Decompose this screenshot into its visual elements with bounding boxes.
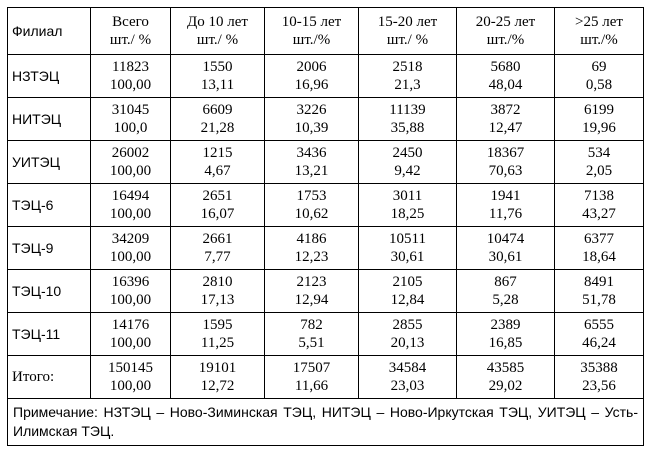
- count-value: 3872: [490, 102, 521, 118]
- count-value: 10474: [486, 231, 525, 247]
- cell-15-20: [359, 313, 457, 356]
- count-value: 34584: [388, 360, 427, 376]
- cell-20-25: [457, 227, 555, 270]
- cell-under-10: [171, 184, 265, 227]
- cell-total: [91, 55, 171, 98]
- percent-value: 100,0: [113, 120, 148, 136]
- table-row: [8, 227, 644, 270]
- header-total: Всего шт./ %: [91, 8, 171, 55]
- count-value: 3226: [296, 102, 327, 118]
- count-value: 6377: [584, 231, 614, 247]
- header-15-20: 15-20 лет шт./ %: [359, 8, 457, 55]
- cell-10-15: [265, 55, 359, 98]
- count-value: 10511: [389, 231, 426, 247]
- percent-value: 17,13: [200, 292, 235, 308]
- percent-value: 0,58: [585, 77, 613, 93]
- percent-value: 9,42: [394, 163, 421, 179]
- percent-value: 12,47: [488, 120, 523, 136]
- cell-under-10: [171, 356, 265, 399]
- count-value: 6609: [202, 102, 233, 118]
- percent-value: 100,00: [109, 163, 152, 179]
- table-row: [8, 313, 644, 356]
- count-value: 35388: [580, 360, 618, 376]
- percent-value: 100,00: [109, 77, 152, 93]
- percent-value: 4,67: [204, 163, 231, 179]
- branch-name: УИТЭЦ: [8, 141, 91, 184]
- count-value: 2105: [392, 274, 423, 290]
- cell-15-20: [359, 270, 457, 313]
- count-value: 26002: [111, 145, 150, 161]
- cell-over-25: [555, 356, 644, 399]
- count-value: 34209: [111, 231, 150, 247]
- count-value: 1595: [202, 317, 233, 333]
- percent-value: 51,78: [582, 292, 616, 308]
- count-value: 16494: [111, 188, 150, 204]
- percent-value: 12,72: [200, 378, 235, 394]
- percent-value: 23,03: [390, 378, 425, 394]
- cell-10-15: [265, 313, 359, 356]
- percent-value: 18,64: [582, 249, 616, 265]
- cell-total: [91, 313, 171, 356]
- percent-value: 48,04: [488, 77, 523, 93]
- percent-value: 16,85: [488, 335, 523, 351]
- percent-value: 35,88: [390, 120, 425, 136]
- branch-name: ТЭЦ-10: [8, 270, 91, 313]
- header-10-15: 10-15 лет шт./%: [265, 8, 359, 55]
- percent-value: 11,76: [488, 206, 523, 222]
- cell-10-15: [265, 356, 359, 399]
- percent-value: 11,25: [200, 335, 235, 351]
- count-value: 19101: [198, 360, 237, 376]
- cell-over-25: [555, 55, 644, 98]
- count-value: 11139: [389, 102, 426, 118]
- count-value: 6555: [584, 317, 614, 333]
- branch-name: ТЭЦ-11: [8, 313, 91, 356]
- count-value: 4186: [296, 231, 327, 247]
- percent-value: 10,39: [294, 120, 329, 136]
- cell-under-10: [171, 313, 265, 356]
- count-value: 2450: [392, 145, 423, 161]
- percent-value: 100,00: [109, 292, 152, 308]
- header-20-25: 20-25 лет шт./%: [457, 8, 555, 55]
- count-value: 11823: [112, 59, 149, 75]
- cell-20-25: [457, 356, 555, 399]
- count-value: 150145: [108, 360, 153, 376]
- percent-value: 12,23: [294, 249, 329, 265]
- count-value: 2006: [296, 59, 327, 75]
- header-under-10: До 10 лет шт./ %: [171, 8, 265, 55]
- cell-under-10: [171, 55, 265, 98]
- percent-value: 23,56: [582, 378, 616, 394]
- cell-over-25: [555, 313, 644, 356]
- count-value: 18367: [486, 145, 525, 161]
- count-value: 2518: [392, 59, 423, 75]
- branch-name: Итого:: [8, 356, 91, 399]
- percent-value: 30,61: [488, 249, 523, 265]
- percent-value: 100,00: [109, 249, 152, 265]
- branch-name: ТЭЦ-6: [8, 184, 91, 227]
- count-value: 17507: [292, 360, 331, 376]
- count-value: 5680: [490, 59, 521, 75]
- cell-20-25: [457, 55, 555, 98]
- count-value: 782: [300, 317, 323, 333]
- percent-value: 46,24: [582, 335, 616, 351]
- percent-value: 100,00: [109, 335, 152, 351]
- header-row: [8, 8, 644, 55]
- cell-20-25: [457, 98, 555, 141]
- note: Примечание: НЗТЭЦ – Ново-Зиминская ТЭЦ, НИТЭЦ – Ново-Иркутская ТЭЦ, УИТЭЦ – Усть-Илимская ТЭЦ.: [8, 399, 644, 446]
- count-value: 2855: [392, 317, 423, 333]
- table-row: [8, 141, 644, 184]
- cell-15-20: [359, 356, 457, 399]
- percent-value: 100,00: [109, 378, 152, 394]
- cell-20-25: [457, 270, 555, 313]
- cell-20-25: [457, 184, 555, 227]
- cell-over-25: [555, 98, 644, 141]
- percent-value: 100,00: [109, 206, 152, 222]
- cell-under-10: [171, 141, 265, 184]
- count-value: 534: [587, 145, 611, 161]
- percent-value: 7,77: [204, 249, 231, 265]
- percent-value: 16,96: [294, 77, 329, 93]
- cell-10-15: [265, 184, 359, 227]
- table-row: [8, 98, 644, 141]
- percent-value: 21,28: [200, 120, 235, 136]
- count-value: 31045: [111, 102, 150, 118]
- cell-under-10: [171, 270, 265, 313]
- percent-value: 12,94: [294, 292, 329, 308]
- percent-value: 43,27: [582, 206, 616, 222]
- cell-15-20: [359, 141, 457, 184]
- count-value: 3436: [296, 145, 327, 161]
- percent-value: 13,11: [200, 77, 235, 93]
- count-value: 69: [591, 59, 607, 75]
- percent-value: 13,21: [294, 163, 329, 179]
- percent-value: 11,66: [294, 378, 329, 394]
- count-value: 7138: [584, 188, 614, 204]
- percent-value: 20,13: [390, 335, 425, 351]
- branch-name: НИТЭЦ: [8, 98, 91, 141]
- cell-10-15: [265, 141, 359, 184]
- branch-name: НЗТЭЦ: [8, 55, 91, 98]
- cell-over-25: [555, 227, 644, 270]
- table-container: [7, 7, 644, 446]
- cell-under-10: [171, 98, 265, 141]
- percent-value: 18,25: [390, 206, 425, 222]
- count-value: 2123: [296, 274, 327, 290]
- cell-total: [91, 141, 171, 184]
- count-value: 1753: [296, 188, 327, 204]
- table-row: [8, 55, 644, 98]
- cell-10-15: [265, 227, 359, 270]
- cell-total: [91, 98, 171, 141]
- count-value: 867: [494, 274, 517, 290]
- cell-total: [91, 227, 171, 270]
- count-value: 3011: [392, 188, 423, 204]
- header-over-25: >25 лет шт./%: [555, 8, 644, 55]
- percent-value: 30,61: [390, 249, 425, 265]
- percent-value: 10,62: [294, 206, 329, 222]
- cell-under-10: [171, 227, 265, 270]
- cell-total: [91, 184, 171, 227]
- cell-10-15: [265, 98, 359, 141]
- cell-total: [91, 270, 171, 313]
- percent-value: 12,84: [390, 292, 425, 308]
- equipment-age-table: [7, 7, 644, 446]
- cell-20-25: [457, 141, 555, 184]
- cell-15-20: [359, 184, 457, 227]
- cell-over-25: [555, 270, 644, 313]
- percent-value: 29,02: [488, 378, 523, 394]
- count-value: 16396: [111, 274, 150, 290]
- count-value: 2661: [202, 231, 233, 247]
- count-value: 2810: [202, 274, 233, 290]
- cell-over-25: [555, 184, 644, 227]
- count-value: 43585: [486, 360, 525, 376]
- percent-value: 70,63: [488, 163, 523, 179]
- table-body: [8, 55, 644, 399]
- table-row: [8, 270, 644, 313]
- count-value: 6199: [584, 102, 614, 118]
- cell-15-20: [359, 55, 457, 98]
- count-value: 1215: [202, 145, 233, 161]
- note-row: [8, 399, 644, 446]
- cell-15-20: [359, 227, 457, 270]
- header-name: Филиал: [8, 8, 91, 55]
- branch-name: ТЭЦ-9: [8, 227, 91, 270]
- count-value: 8491: [584, 274, 614, 290]
- count-value: 2389: [490, 317, 521, 333]
- cell-20-25: [457, 313, 555, 356]
- count-value: 1550: [202, 59, 233, 75]
- percent-value: 21,3: [394, 77, 421, 93]
- table-row: [8, 356, 644, 399]
- percent-value: 2,05: [585, 163, 613, 179]
- percent-value: 5,28: [492, 292, 519, 308]
- percent-value: 5,51: [298, 335, 325, 351]
- cell-10-15: [265, 270, 359, 313]
- table-row: [8, 184, 644, 227]
- percent-value: 19,96: [582, 120, 616, 136]
- count-value: 2651: [202, 188, 233, 204]
- count-value: 1941: [490, 188, 521, 204]
- cell-over-25: [555, 141, 644, 184]
- count-value: 14176: [111, 317, 150, 333]
- percent-value: 16,07: [200, 206, 235, 222]
- cell-total: [91, 356, 171, 399]
- cell-15-20: [359, 98, 457, 141]
